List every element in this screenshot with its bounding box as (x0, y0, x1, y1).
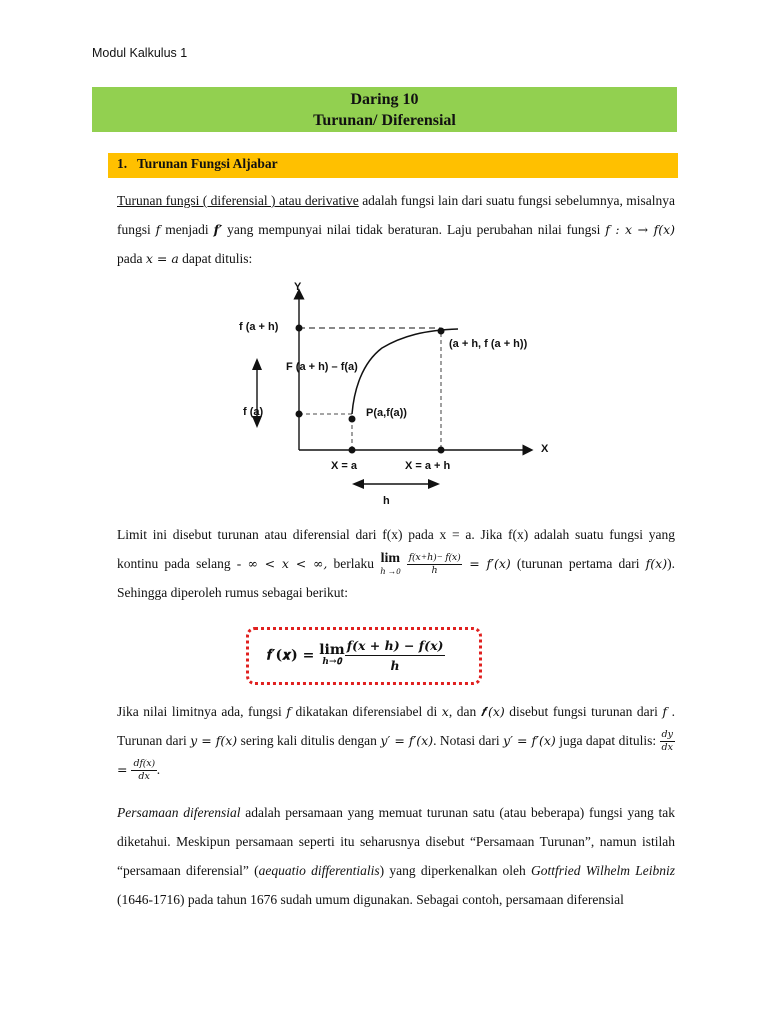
latin-term: aequatio differentialis (258, 863, 380, 878)
formula-fraction (345, 636, 446, 675)
dy-dx-fraction (660, 729, 675, 754)
text: sering kali ditulis dengan (237, 733, 381, 748)
text: . Notasi dari (433, 733, 504, 748)
text: 𝒉 (390, 658, 400, 673)
point-a-plus-h-label: (a + h, f (a + h)) (449, 338, 528, 350)
point-p-label: P(a,f(a)) (366, 407, 407, 419)
text: berlaku (327, 556, 381, 571)
text: ℎ→𝟎 (322, 656, 342, 667)
x-axis-label: X (541, 443, 549, 455)
math: 𝑓 (662, 704, 668, 719)
section-number: 1. (117, 156, 128, 171)
leibniz-name: Gottfried Wilhelm Leibniz (531, 863, 676, 878)
math: 𝑥 (441, 704, 449, 719)
text: , dan (448, 704, 481, 719)
paragraph-limit (117, 520, 675, 607)
text: (turunan pertama dari (510, 556, 646, 571)
math: 𝑦 = 𝑓(𝑥) (190, 733, 238, 748)
text: 𝑑𝑥 (661, 743, 673, 754)
text: disebut fungsi turunan dari (504, 704, 663, 719)
math: 𝑥 = 𝑎 (145, 251, 179, 266)
math: 𝑓(𝑥) (645, 556, 668, 571)
math: 𝑓 (286, 704, 291, 719)
x-equals-a-label: X = a (331, 460, 357, 472)
secant-graph (230, 278, 560, 513)
text: yang mempunyai nilai tidak beraturan. Laju perubahan nilai fungsi (222, 222, 606, 237)
f-a-label: f (a) (243, 406, 264, 418)
math: 𝑓 (155, 222, 161, 237)
text: (1646-1716) pada tahun 1676 sudah umum digunakan. Sebagai contoh, persamaan diferensial (117, 892, 624, 907)
text: adalah persamaan yang memuat turunan satu (atau beberapa) fungsi yang tak diketahui. Meskipun persamaan seperti itu seharusnya disebut “Persamaan Turunan”, namun istilah “persamaan diferensial” ( (117, 805, 675, 878)
text: dapat ditulis: (178, 251, 253, 266)
y-axis-label: Y (294, 281, 302, 293)
section-heading (108, 153, 678, 178)
text: adalah fungsi lain dari suatu fungsi sebelumnya, misalnya fungsi (117, 193, 675, 237)
text: . Turunan dari (117, 704, 675, 748)
f-a-plus-h-label: f (a + h) (239, 321, 279, 333)
function-curve (352, 329, 458, 414)
dfx-dx-fraction (131, 758, 156, 783)
banner-line-2: Turunan/ Diferensial (313, 112, 456, 129)
module-header: Modul Kalkulus 1 (92, 46, 188, 60)
text: 𝑑𝑓(𝑥) (133, 759, 155, 770)
text: dikatakan diferensiabel di (290, 704, 442, 719)
paragraph-differentiable (117, 697, 675, 784)
section-title: Turunan Fungsi Aljabar (137, 156, 278, 171)
math: = 𝑓′(𝑥) (462, 556, 511, 571)
limit-symbol (319, 641, 345, 668)
text: . (156, 762, 161, 777)
difference-label: F (a + h) – f(a) (286, 361, 358, 373)
math: = (117, 762, 132, 777)
math: 𝑓 : 𝑥 → 𝑓(𝑥) (605, 222, 675, 237)
text: Limit ini disebut turunan atau diferensial dari f(x) pada x = a. Jika f(x) adalah suatu fungsi yang kontinu pada selang - (117, 527, 675, 571)
math: ∞ < 𝑥 < ∞, (247, 556, 328, 571)
math: 𝑦′ = 𝑓′(𝑥) (503, 733, 556, 748)
math: 𝒇′(𝑥) (480, 704, 505, 719)
text: pada (117, 251, 146, 266)
derivative-definition-term: Turunan fungsi ( diferensial ) atau derivative (117, 193, 359, 208)
math: 𝒇′ (213, 222, 223, 237)
text: ) yang diperkenalkan oleh (379, 863, 532, 878)
text: 𝑑𝑦 (661, 730, 673, 741)
text: lim (319, 641, 345, 658)
text: ). Sehingga diperoleh rumus sebagai berikut: (117, 556, 675, 600)
text: 𝒇(𝒙 + 𝒉) − 𝒇(𝒙) (345, 636, 446, 656)
term-differential-equation: Persamaan diferensial (117, 805, 241, 820)
text: lim (380, 550, 401, 566)
text: 𝑓(𝑥+ℎ)− 𝑓(𝑥) (408, 553, 461, 564)
paragraph-differential-equation (117, 798, 675, 914)
banner-line-1: Daring 10 (350, 91, 419, 108)
paragraph-intro (117, 186, 675, 273)
text: juga dapat ditulis: (555, 733, 660, 748)
text: 𝒇′(𝒙) = (267, 647, 320, 664)
limit-symbol (380, 550, 401, 577)
text: menjadi (160, 222, 214, 237)
text: Jika nilai limitnya ada, fungsi (117, 704, 287, 719)
text: ℎ (431, 566, 438, 577)
h-label: h (383, 495, 390, 507)
text: ℎ →0 (380, 565, 401, 576)
difference-quotient (407, 552, 463, 577)
derivative-formula-box (246, 627, 482, 685)
x-equals-a-plus-h-label: X = a + h (405, 460, 451, 472)
text: 𝑑𝑥 (138, 772, 150, 783)
derivative-formula (267, 636, 445, 675)
math: 𝑦′ = 𝑓′(𝑥) (380, 733, 434, 748)
title-banner (92, 87, 677, 132)
